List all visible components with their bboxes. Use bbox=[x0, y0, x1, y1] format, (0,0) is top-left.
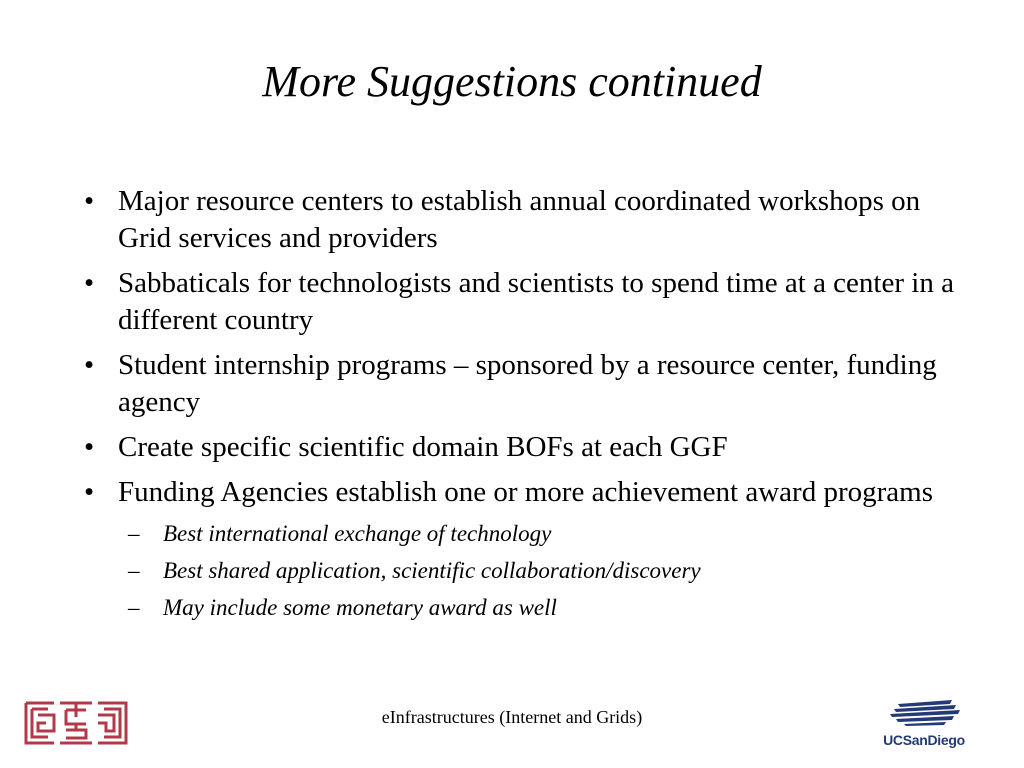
logo-wordmark: UCSanDiego bbox=[883, 732, 965, 748]
bullet-text: Funding Agencies establish one or more achievement award programs bbox=[118, 476, 933, 508]
sub-bullet-text: Best international exchange of technology bbox=[163, 521, 552, 546]
footer-text: eInfrastructures (Internet and Grids) bbox=[381, 707, 643, 727]
bullet-text: Sabbaticals for technologists and scientists to spend time at a center in a different country bbox=[118, 267, 954, 336]
bullet-item bbox=[76, 429, 956, 466]
sub-bullet-item bbox=[118, 552, 956, 589]
bullet-item bbox=[76, 183, 956, 257]
bullet-list bbox=[76, 183, 956, 634]
bullet-text: Major resource centers to establish annual coordinated workshops on Grid services and providers bbox=[118, 185, 921, 254]
bullet-item bbox=[76, 474, 956, 626]
bullet-text: Create specific scientific domain BOFs at each GGF bbox=[118, 431, 728, 463]
bullet-marker: • bbox=[84, 349, 95, 381]
bullet-text: Student internship programs – sponsored by a resource center, funding agency bbox=[118, 349, 937, 418]
sub-bullet-marker: – bbox=[128, 558, 140, 583]
bullet-item bbox=[76, 347, 956, 421]
sub-bullet-marker: – bbox=[128, 521, 140, 546]
sub-bullet-text: Best shared application, scientific collaboration/discovery bbox=[163, 558, 701, 583]
sub-bullet-marker: – bbox=[128, 595, 140, 620]
slide-title: More Suggestions continued bbox=[262, 57, 762, 106]
bullet-item bbox=[76, 265, 956, 339]
bullet-marker: • bbox=[84, 267, 95, 299]
sub-bullet-list bbox=[118, 515, 956, 626]
sub-bullet-item bbox=[118, 515, 956, 552]
uc-san-diego-logo-icon bbox=[874, 698, 974, 754]
bullet-marker: • bbox=[84, 185, 95, 217]
sub-bullet-text: May include some monetary award as well bbox=[163, 595, 557, 620]
bullet-marker: • bbox=[84, 431, 95, 463]
sub-bullet-item bbox=[118, 589, 956, 626]
bullet-marker: • bbox=[84, 476, 95, 508]
